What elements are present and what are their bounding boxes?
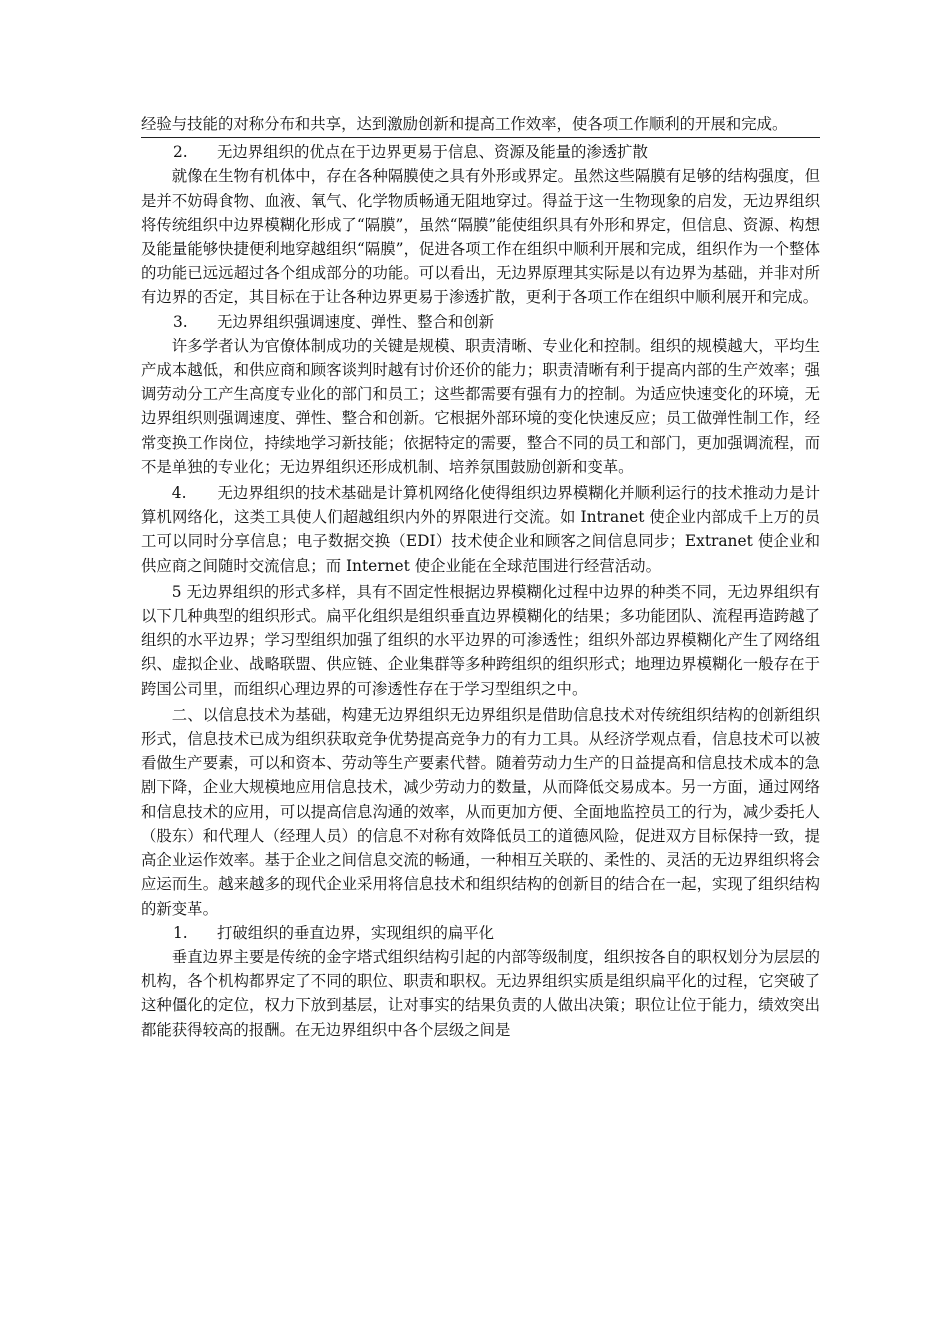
paragraph-information-technology: 二、以信息技术为基础，构建无边界组织无边界组织是借助信息技术对传统组织结构的创新组织形式，信息技术已成为组织获取竞争优势提高竞争力的有力工具。从经济学观点看，信息技术可以被看做生产要素，可以和资本、劳动等生产要素代替。随着劳动力生产的日益提高和信息技术成本的急剧下降，企业大规模地应用信息技术，减少劳动力的数量，从而降低交易成本。另一方面，通过网络和信息技术的应用，可以提高信息沟通的效率，从而更加方便、全面地监控员工的行为，减少委托人（股东）和代理人（经理人员）的信息不对称有效降低员工的道德风险，促进双方目标保持一致，提高企业运作效率。基于企业之间信息交流的畅通，一种相互关联的、柔性的、灵活的无边界组织将会应运而生。越来越多的现代企业采用将信息技术和组织结构的创新目的结合在一起，实现了组织结构的新变革。: [141, 705, 820, 918]
section-heading-3: [141, 310, 820, 334]
section-number: 2.: [173, 143, 188, 162]
section-title: 无边界组织的优点在于边界更易于信息、资源及能量的渗透扩散: [217, 143, 648, 162]
paragraph-forms: 5 无边界组织的形式多样，具有不固定性根据边界模糊化过程中边界的种类不同，无边界组织有以下几种典型的组织形式。扁平化组织是组织垂直边界模糊化的结果；多功能团队、流程再造跨越了组织的水平边界；学习型组织加强了组织的水平边界的可渗透性；组织外部边界模糊化产生了网络组织、虚拟企业、战略联盟、供应链、企业集群等多种跨组织的组织形式；地理边界模糊化一般存在于跨国公司里，而组织心理边界的可渗透性存在于学习型组织之中。: [141, 582, 820, 698]
section-title: 打破组织的垂直边界，实现组织的扁平化: [217, 923, 495, 942]
paragraph-membrane: 就像在生物有机体中，存在各种隔膜使之具有外形或界定。虽然这些隔膜有足够的结构强度，但是并不妨碍食物、血液、氧气、化学物质畅通无阻地穿过。得益于这一生物现象的启发，无边界组织将传统组织中边界模糊化形成了“隔膜”，虽然“隔膜”能使组织具有外形和界定，但信息、资源、构想及能量能够快捷便利地穿越组织“隔膜”，促进各项工作在组织中顺利开展和完成，组织作为一个整体的功能已远远超过各个组成部分的功能。可以看出，无边界原理其实际是以有边界为基础，并非对所有边界的否定，其目标在于让各种边界更易于渗透扩散，更利于各项工作在组织中顺利展开和完成。: [141, 167, 820, 307]
section-heading-1: [141, 921, 820, 945]
paragraph-technology-basis: 4. 无边界组织的技术基础是计算机网络化使得组织边界模糊化并顺利运行的技术推动力是计算机网络化，这类工具使人们超越组织内外的界限进行交流。如 Intranet 使企业内部成千上万的员工可以同时分享信息；电子数据交换（EDI）技术使企业和顾客之间信息同步；Extranet 使企业和供应商之间随时交流信息；而 Internet 使企业能在全球范围进行经营活动。: [141, 484, 820, 575]
section-number: 1.: [173, 923, 188, 942]
paragraph-speed-flexibility: 许多学者认为官僚体制成功的关键是规模、职责清晰、专业化和控制。组织的规模越大，平均生产成本越低，和供应商和顾客谈判时越有讨价还价的能力；职责清晰有利于提高内部的生产效率；强调劳动分工产生高度专业化的部门和员工；这些都需要有强有力的控制。为适应快速变化的环境，无边界组织则强调速度、弹性、整合和创新。它根据外部环境的变化快速反应；员工做弹性制工作，经常变换工作岗位，持续地学习新技能；依据特定的需要，整合不同的员工和部门，更加强调流程，而不是单独的专业化；无边界组织还形成机制、培养氛围鼓励创新和变革。: [141, 336, 820, 476]
paragraph-vertical-boundary: 垂直边界主要是传统的金字塔式组织结构引起的内部等级制度，组织按各自的职权划分为层层的机构，各个机构都界定了不同的职位、职责和职权。无边界组织实质是组织扁平化的过程，它突破了这种僵化的定位，权力下放到基层，让对事实的结果负责的人做出决策；职位让位于能力，绩效突出都能获得较高的报酬。在无边界组织中各个层级之间是: [141, 947, 820, 1039]
section-title: 无边界组织强调速度、弹性、整合和创新: [217, 312, 495, 331]
document-body: [141, 112, 820, 1042]
section-number: 3.: [173, 312, 188, 331]
horizontal-rule: [141, 137, 820, 138]
paragraph-intro: 经验与技能的对称分布和共享，达到激励创新和提高工作效率，使各项工作顺利的开展和完成。: [141, 115, 788, 133]
section-heading-2: [141, 140, 820, 164]
